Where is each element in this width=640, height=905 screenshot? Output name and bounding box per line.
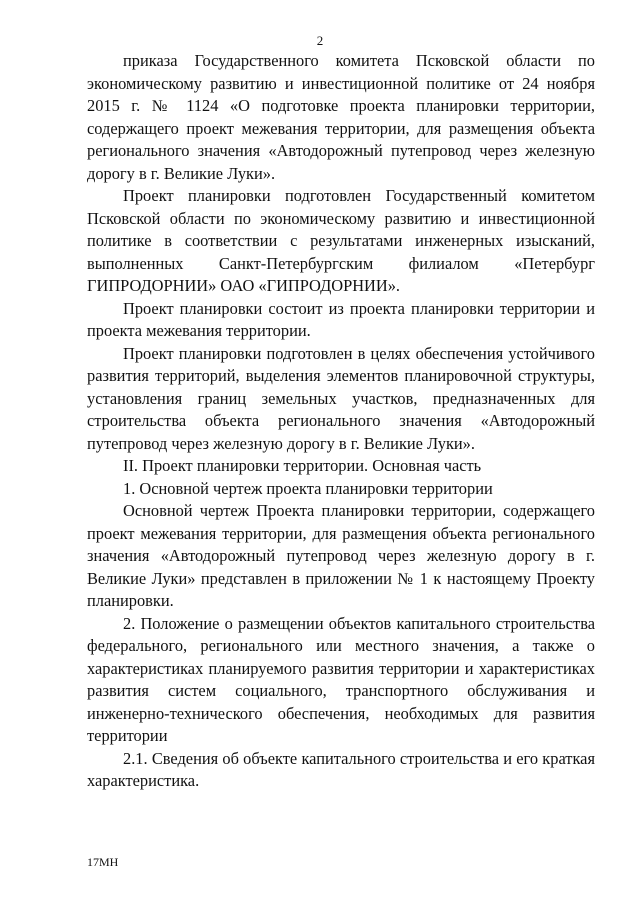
footer-code: 17МН	[87, 855, 119, 869]
section-heading: II. Проект планировки территории. Основная часть	[123, 456, 482, 475]
paragraph-object-info: 2.1. Сведения об объекте капитального строительства и его краткая характеристика.	[87, 748, 595, 790]
paragraph-prepared-by: Проект планировки подготовлен Государственный комитетом Псковской области по экономическому развитию и инвестиционной политике в соответствии с результатами инженерных изысканий, выполненных Санкт-Петербургским филиалом «Петербург ГИПРОДОРНИИ» ОАО «ГИПРОДОРНИИ».	[87, 186, 595, 295]
paragraph-main-drawing: Основной чертеж Проекта планировки территории, содержащего проект межевания территории, для размещения объекта регионального значения «Автодорожный путепровод через железную дорогу в г. Великие Луки» представлен в приложении № 1 к настоящему Проекту планировки.	[87, 501, 595, 610]
paragraph-purpose: Проект планировки подготовлен в целях обеспечения устойчивого развития территорий, выделения элементов планировочной структуры, установления границ земельных участков, предназначенных для строительства объекта регионального значения «Автодорожный путепровод через железную дорогу в г. Великие Луки».	[87, 343, 595, 453]
document-body	[87, 50, 595, 793]
paragraph-order-reference: приказа Государственного комитета Псковской области по экономическому развитию и инвестиционной политике от 24 ноября 2015 г. № 1124 «О подготовке проекта планировки территории, содержащего проект межевания территории, для размещения объекта регионального значения «Автодорожный путепровод через железную дорогу в г. Великие Луки».	[87, 51, 595, 183]
paragraph-composition: Проект планировки состоит из проекта планировки территории и проекта межевания территории.	[87, 298, 595, 340]
subsection-heading-2: 2. Положение о размещении объектов капитального строительства федерального, регионального или местного значения, а также о характеристиках планируемого развития территории и характеристиках развития систем социального, транспортного обслуживания и инженерно-технического обеспечения, необходимых для развития территории	[87, 613, 595, 745]
subsection-heading-1: 1. Основной чертеж проекта планировки территории	[123, 478, 493, 498]
page-number: 2	[316, 33, 324, 48]
